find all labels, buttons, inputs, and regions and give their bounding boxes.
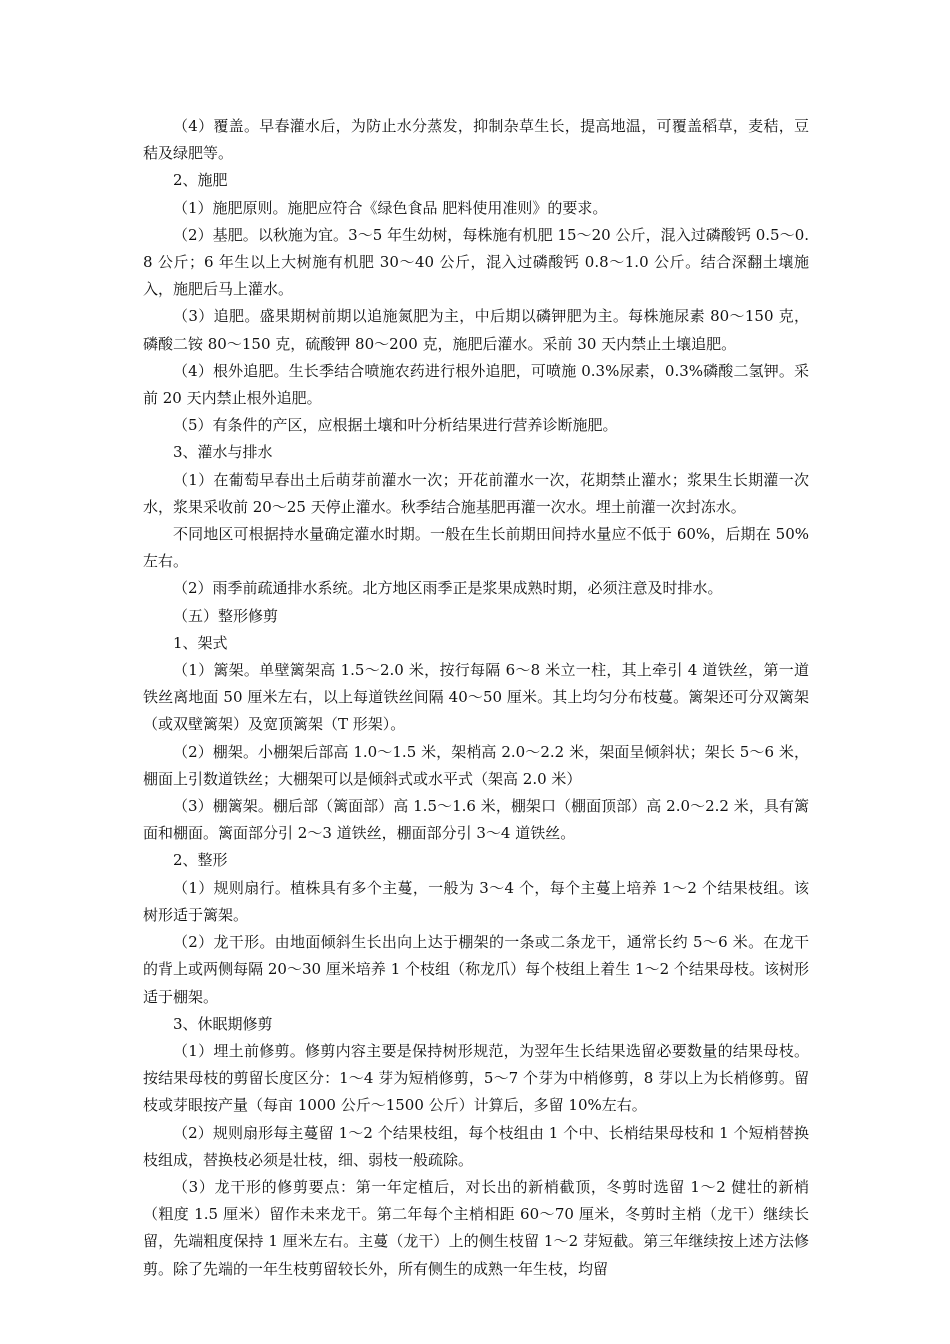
section-heading: 1、架式 [173, 633, 228, 652]
paragraph: （2）基肥。以秋施为宜。3～5 年生幼树，每株施有机肥 15～20 公斤，混入过磷酸钙 0.5～0.8 公斤；6 年生以上大树施有机肥 30～40 公斤，混入过磷酸钙 0.8～1.0 公斤。结合深翻土壤施入，施肥后马上灌水。 [143, 225, 809, 299]
document-body [143, 113, 809, 1283]
paragraph: （4）根外追肥。生长季结合喷施农药进行根外追肥，可喷施 0.3%尿素，0.3%磷酸二氢钾。采前 20 天内禁止根外追肥。 [143, 361, 809, 408]
paragraph: （3）龙干形的修剪要点：第一年定植后，对长出的新梢截顶，冬剪时选留 1～2 健壮的新梢（粗度 1.5 厘米）留作未来龙干。第二年每个主梢相距 60～70 厘米，冬剪时主梢（龙干）继续长留，先端粗度保持 1 厘米左右。主蔓（龙干）上的侧生枝留 1～2 芽短截。第三年继续按上述方法修剪。除了先端的一年生枝剪留较长外，所有侧生的成熟一年生枝，均留 [143, 1177, 809, 1278]
section-heading: 2、施肥 [173, 171, 228, 190]
paragraph: （3）追肥。盛果期树前期以追施氮肥为主，中后期以磷钾肥为主。每株施尿素 80～150 克，磷酸二铵 80～150 克，硫酸钾 80～200 克，施肥后灌水。采前 30 天内禁止土壤追肥。 [143, 307, 809, 353]
paragraph: （1）在葡萄早春出土后萌芽前灌水一次；开花前灌水一次，花期禁止灌水；浆果生长期灌一次水，浆果采收前 20～25 天停止灌水。秋季结合施基肥再灌一次水。埋土前灌一次封冻水。 [143, 470, 809, 516]
paragraph: （1）埋土前修剪。修剪内容主要是保持树形规范，为翌年生长结果选留必要数量的结果母枝。按结果母枝的剪留长度区分：1～4 芽为短梢修剪，5～7 个芽为中梢修剪，8 芽以上为长梢修剪。留枝或芽眼按产量（每亩 1000 公斤～1500 公斤）计算后，多留 10%左右。 [143, 1041, 809, 1115]
paragraph: 不同地区可根据持水量确定灌水时期。一般在生长前期田间持水量应不低于 60%，后期在 50%左右。 [143, 525, 809, 571]
paragraph: （2）规则扇形每主蔓留 1～2 个结果枝组，每个枝组由 1 个中、长梢结果母枝和 1 个短梢替换枝组成，替换枝必须是壮枝，细、弱枝一般疏除。 [143, 1123, 809, 1169]
section-heading: 3、灌水与排水 [173, 443, 273, 462]
section-heading: 2、整形 [173, 851, 228, 870]
paragraph: （2）龙干形。由地面倾斜生长出向上达于棚架的一条或二条龙干，通常长约 5～6 米。在龙干的背上或两侧每隔 20～30 厘米培养 1 个枝组（称龙爪）每个枝组上着生 1～2 个结果母枝。该树形适于棚架。 [143, 933, 809, 1006]
paragraph: （1）施肥原则。施肥应符合《绿色食品 肥料使用准则》的要求。 [173, 198, 608, 217]
paragraph: （2）雨季前疏通排水系统。北方地区雨季正是浆果成熟时期，必须注意及时排水。 [173, 579, 723, 598]
section-heading: 3、休眠期修剪 [173, 1014, 273, 1033]
paragraph: （5）有条件的产区，应根据土壤和叶分析结果进行营养诊断施肥。 [173, 416, 618, 435]
paragraph: （4）覆盖。早春灌水后，为防止水分蒸发，抑制杂草生长，提高地温，可覆盖稻草，麦秸，豆秸及绿肥等。 [143, 117, 809, 163]
section-heading: （五）整形修剪 [173, 606, 279, 625]
paragraph: （1）规则扇行。植株具有多个主蔓，一般为 3～4 个，每个主蔓上培养 1～2 个结果枝组。该树形适于篱架。 [143, 878, 809, 924]
paragraph: （1）篱架。单壁篱架高 1.5～2.0 米，按行每隔 6～8 米立一柱，其上牵引 4 道铁丝，第一道铁丝离地面 50 厘米左右，以上每道铁丝间隔 40～50 厘米。其上均匀分布枝蔓。篱架还可分双篱架（或双壁篱架）及宽顶篱架（T 形架）。 [143, 661, 809, 734]
paragraph: （2）棚架。小棚架后部高 1.0～1.5 米，架梢高 2.0～2.2 米，架面呈倾斜状；架长 5～6 米，棚面上引数道铁丝；大棚架可以是倾斜式或水平式（架高 2.0 米） [143, 742, 809, 788]
paragraph: （3）棚篱架。棚后部（篱面部）高 1.5～1.6 米，棚架口（棚面顶部）高 2.0～2.2 米，具有篱面和棚面。篱面部分引 2～3 道铁丝，棚面部分引 3～4 道铁丝。 [143, 797, 809, 843]
